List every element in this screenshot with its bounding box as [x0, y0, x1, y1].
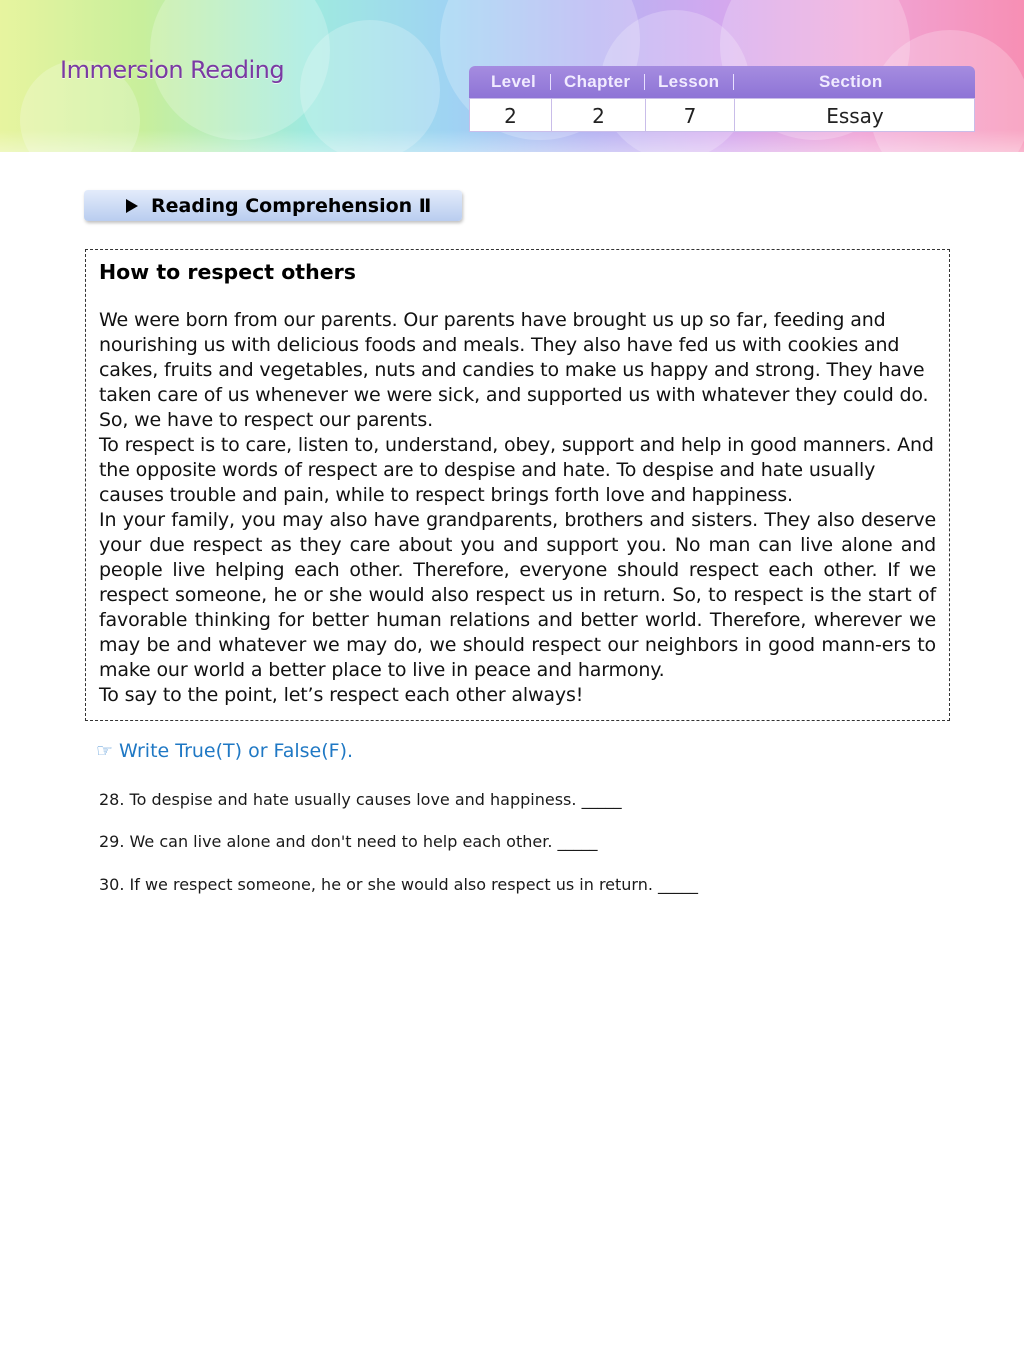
lesson-info-table: [469, 66, 975, 134]
passage-paragraph: In your family, you may also have grandparents, brothers and sisters. They also deserve your due respect as they care about you and support you. No man can live alone and people live helping each other. Therefore, everyone should respect each other. If we respect someone, he or she would also respect us in return. So, to respect is the start of favorable thinking for better human relations and better world. Therefore, wherever we may be and whatever we may do, we should respect our neighbors in good mann-ers to make our world a better place to live in peace and harmony.: [99, 509, 936, 681]
section-title: Reading Comprehension Ⅱ: [151, 195, 432, 217]
exercise-instruction: [96, 740, 353, 762]
chapter-value: 2: [592, 104, 605, 128]
instruction-text: Write True(T) or False(F).: [119, 740, 354, 762]
header-divider: [733, 74, 734, 90]
question-item: 29. We can live alone and don't need to help each other. _____: [99, 832, 598, 851]
lesson-value: 7: [683, 104, 697, 128]
level-header: Level: [491, 72, 536, 91]
header-divider: [550, 74, 551, 90]
lesson-info-header: [469, 66, 975, 98]
passage-body: [99, 308, 936, 708]
chapter-header: Chapter: [564, 72, 631, 91]
reading-passage-box: [85, 249, 950, 721]
passage-paragraph: To say to the point, let’s respect each other always!: [99, 684, 584, 706]
section-header: Section: [819, 72, 883, 91]
question-item: 30. If we respect someone, he or she would also respect us in return. _____: [99, 875, 699, 894]
section-title-badge: [84, 190, 462, 221]
passage-paragraph: We were born from our parents. Our parents have brought us up so far, feeding and nourishing us with delicious foods and meals. They also have fed us with cookies and cakes, fruits and vegetables, nuts and candies to make us happy and strong. They have taken care of us whenever we were sick, and supported us with whatever they could do. So, we have to respect our parents.: [99, 309, 929, 431]
brand-logo: Immersion Reading: [60, 56, 285, 84]
header-banner: [0, 0, 1024, 152]
section-value: Essay: [826, 104, 884, 128]
passage-title: How to respect others: [99, 260, 356, 284]
lesson-header: Lesson: [658, 72, 720, 91]
level-value: 2: [504, 104, 517, 128]
header-divider: [644, 74, 645, 90]
lesson-info-values: [469, 98, 975, 132]
pointing-hand-icon: ☞: [96, 740, 114, 762]
question-item: 28. To despise and hate usually causes love and happiness. _____: [99, 790, 622, 809]
play-arrow-icon: [126, 199, 138, 213]
passage-paragraph: To respect is to care, listen to, understand, obey, support and help in good manners. And the opposite words of respect are to despise and hate. To despise and hate usually causes trouble and pain, while to respect brings forth love and happiness.: [99, 434, 934, 506]
